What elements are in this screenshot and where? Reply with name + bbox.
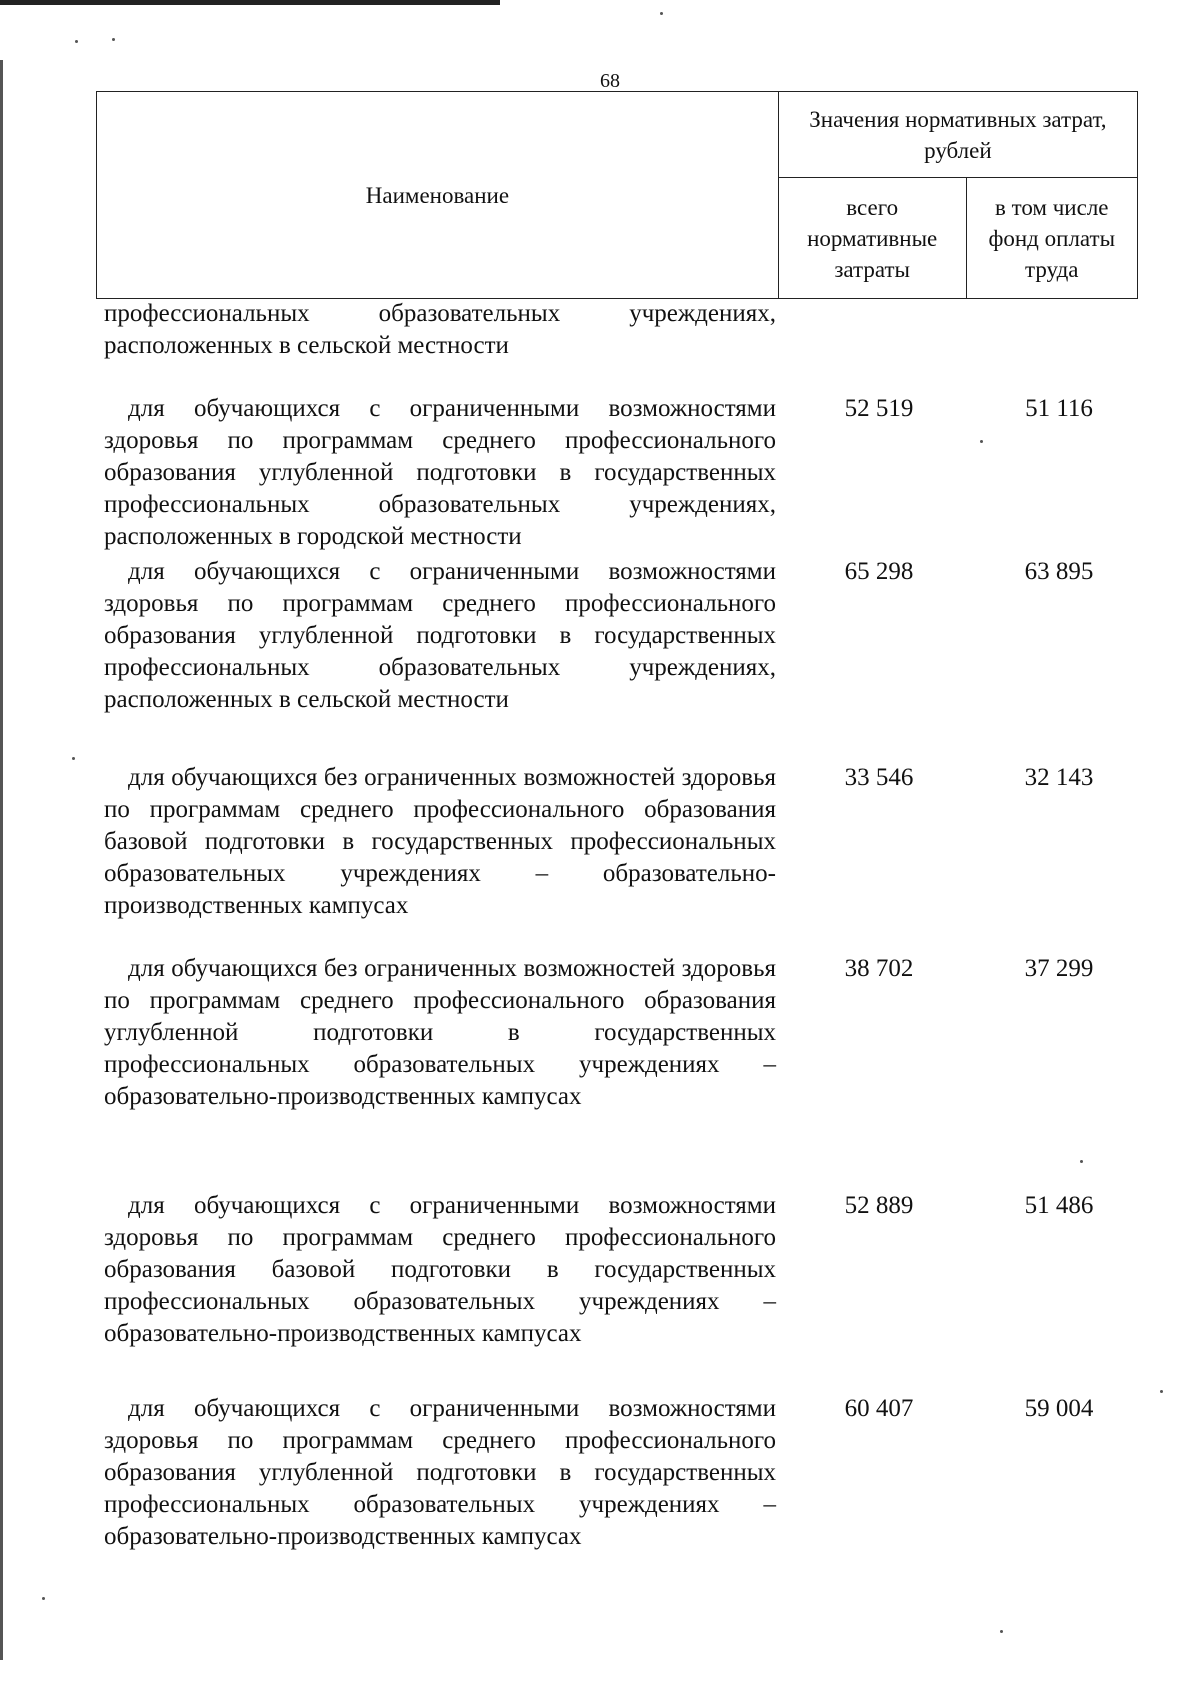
header-name-label: Наименование bbox=[365, 182, 510, 208]
row-wage-value: 51 116 bbox=[1025, 395, 1093, 422]
scan-speck bbox=[1160, 1390, 1163, 1393]
row-name: для обучающихся с ограниченными возможностями здоровья по программам среднего профессионального образования углубленной подготовки в государственных профессиональных образовательных учреждениях – образовательно-производственных кампусах bbox=[104, 1395, 776, 1550]
header-wage-label: в том числе фонд оплаты труда bbox=[988, 194, 1116, 282]
header-total-label: всего нормативные затраты bbox=[807, 194, 938, 282]
header-name-cell bbox=[97, 92, 779, 299]
row-name: для обучающихся с ограниченными возможностями здоровья по программам среднего профессионального образования базовой подготовки в государственных профессиональных образовательных учреждениях – образовательно-производственных кампусах bbox=[104, 1192, 776, 1347]
scan-speck bbox=[112, 38, 115, 41]
header-values-cell bbox=[778, 92, 1137, 178]
scan-speck bbox=[72, 757, 75, 760]
row-total-value: 60 407 bbox=[844, 1395, 914, 1422]
row-name: для обучающихся без ограниченных возможностей здоровья по программам среднего профессионального образования углубленной подготовки в государственных профессиональных образовательных учреждениях – образовательно-производственных кампусах bbox=[104, 955, 776, 1110]
row-name: для обучающихся без ограниченных возможностей здоровья по программам среднего профессионального образования базовой подготовки в государственных профессиональных образовательных учреждениях – образовательно-производственных кампусах bbox=[104, 764, 776, 919]
continuation-text: профессиональных образовательных учреждениях, расположенных в сельской местности bbox=[104, 300, 776, 359]
scan-speck bbox=[1080, 1160, 1083, 1163]
header-total-cell bbox=[778, 178, 966, 299]
row-name: для обучающихся с ограниченными возможностями здоровья по программам среднего профессионального образования углубленной подготовки в государственных профессиональных образовательных учреждениях, расположенных в сельской местности bbox=[104, 558, 776, 713]
row-wage-value: 32 143 bbox=[1024, 764, 1094, 791]
row-total-value: 52 889 bbox=[844, 1192, 914, 1219]
scan-speck bbox=[1000, 1630, 1003, 1633]
row-total-value: 52 519 bbox=[844, 395, 914, 422]
row-wage-value: 59 004 bbox=[1024, 1395, 1094, 1422]
header-wage-cell bbox=[966, 178, 1137, 299]
scan-speck bbox=[980, 440, 983, 443]
row-wage-value: 51 486 bbox=[1024, 1192, 1094, 1219]
row-total-value: 33 546 bbox=[844, 764, 914, 791]
scan-edge-mark bbox=[0, 0, 500, 5]
page-number: 68 bbox=[600, 70, 620, 92]
table-header bbox=[96, 91, 1138, 299]
header-values-label: Значения нормативных затрат, рублей bbox=[809, 106, 1107, 163]
row-total-value: 38 702 bbox=[844, 955, 914, 982]
scan-speck bbox=[660, 12, 663, 15]
row-wage-value: 63 895 bbox=[1024, 558, 1094, 585]
row-total-value: 65 298 bbox=[844, 558, 914, 585]
row-wage-value: 37 299 bbox=[1024, 955, 1094, 982]
scan-speck bbox=[75, 40, 78, 43]
scan-edge-line bbox=[0, 60, 3, 1660]
scan-speck bbox=[42, 1597, 45, 1600]
row-name: для обучающихся с ограниченными возможностями здоровья по программам среднего профессионального образования углубленной подготовки в государственных профессиональных образовательных учреждениях, расположенных в городской местности bbox=[104, 395, 776, 550]
